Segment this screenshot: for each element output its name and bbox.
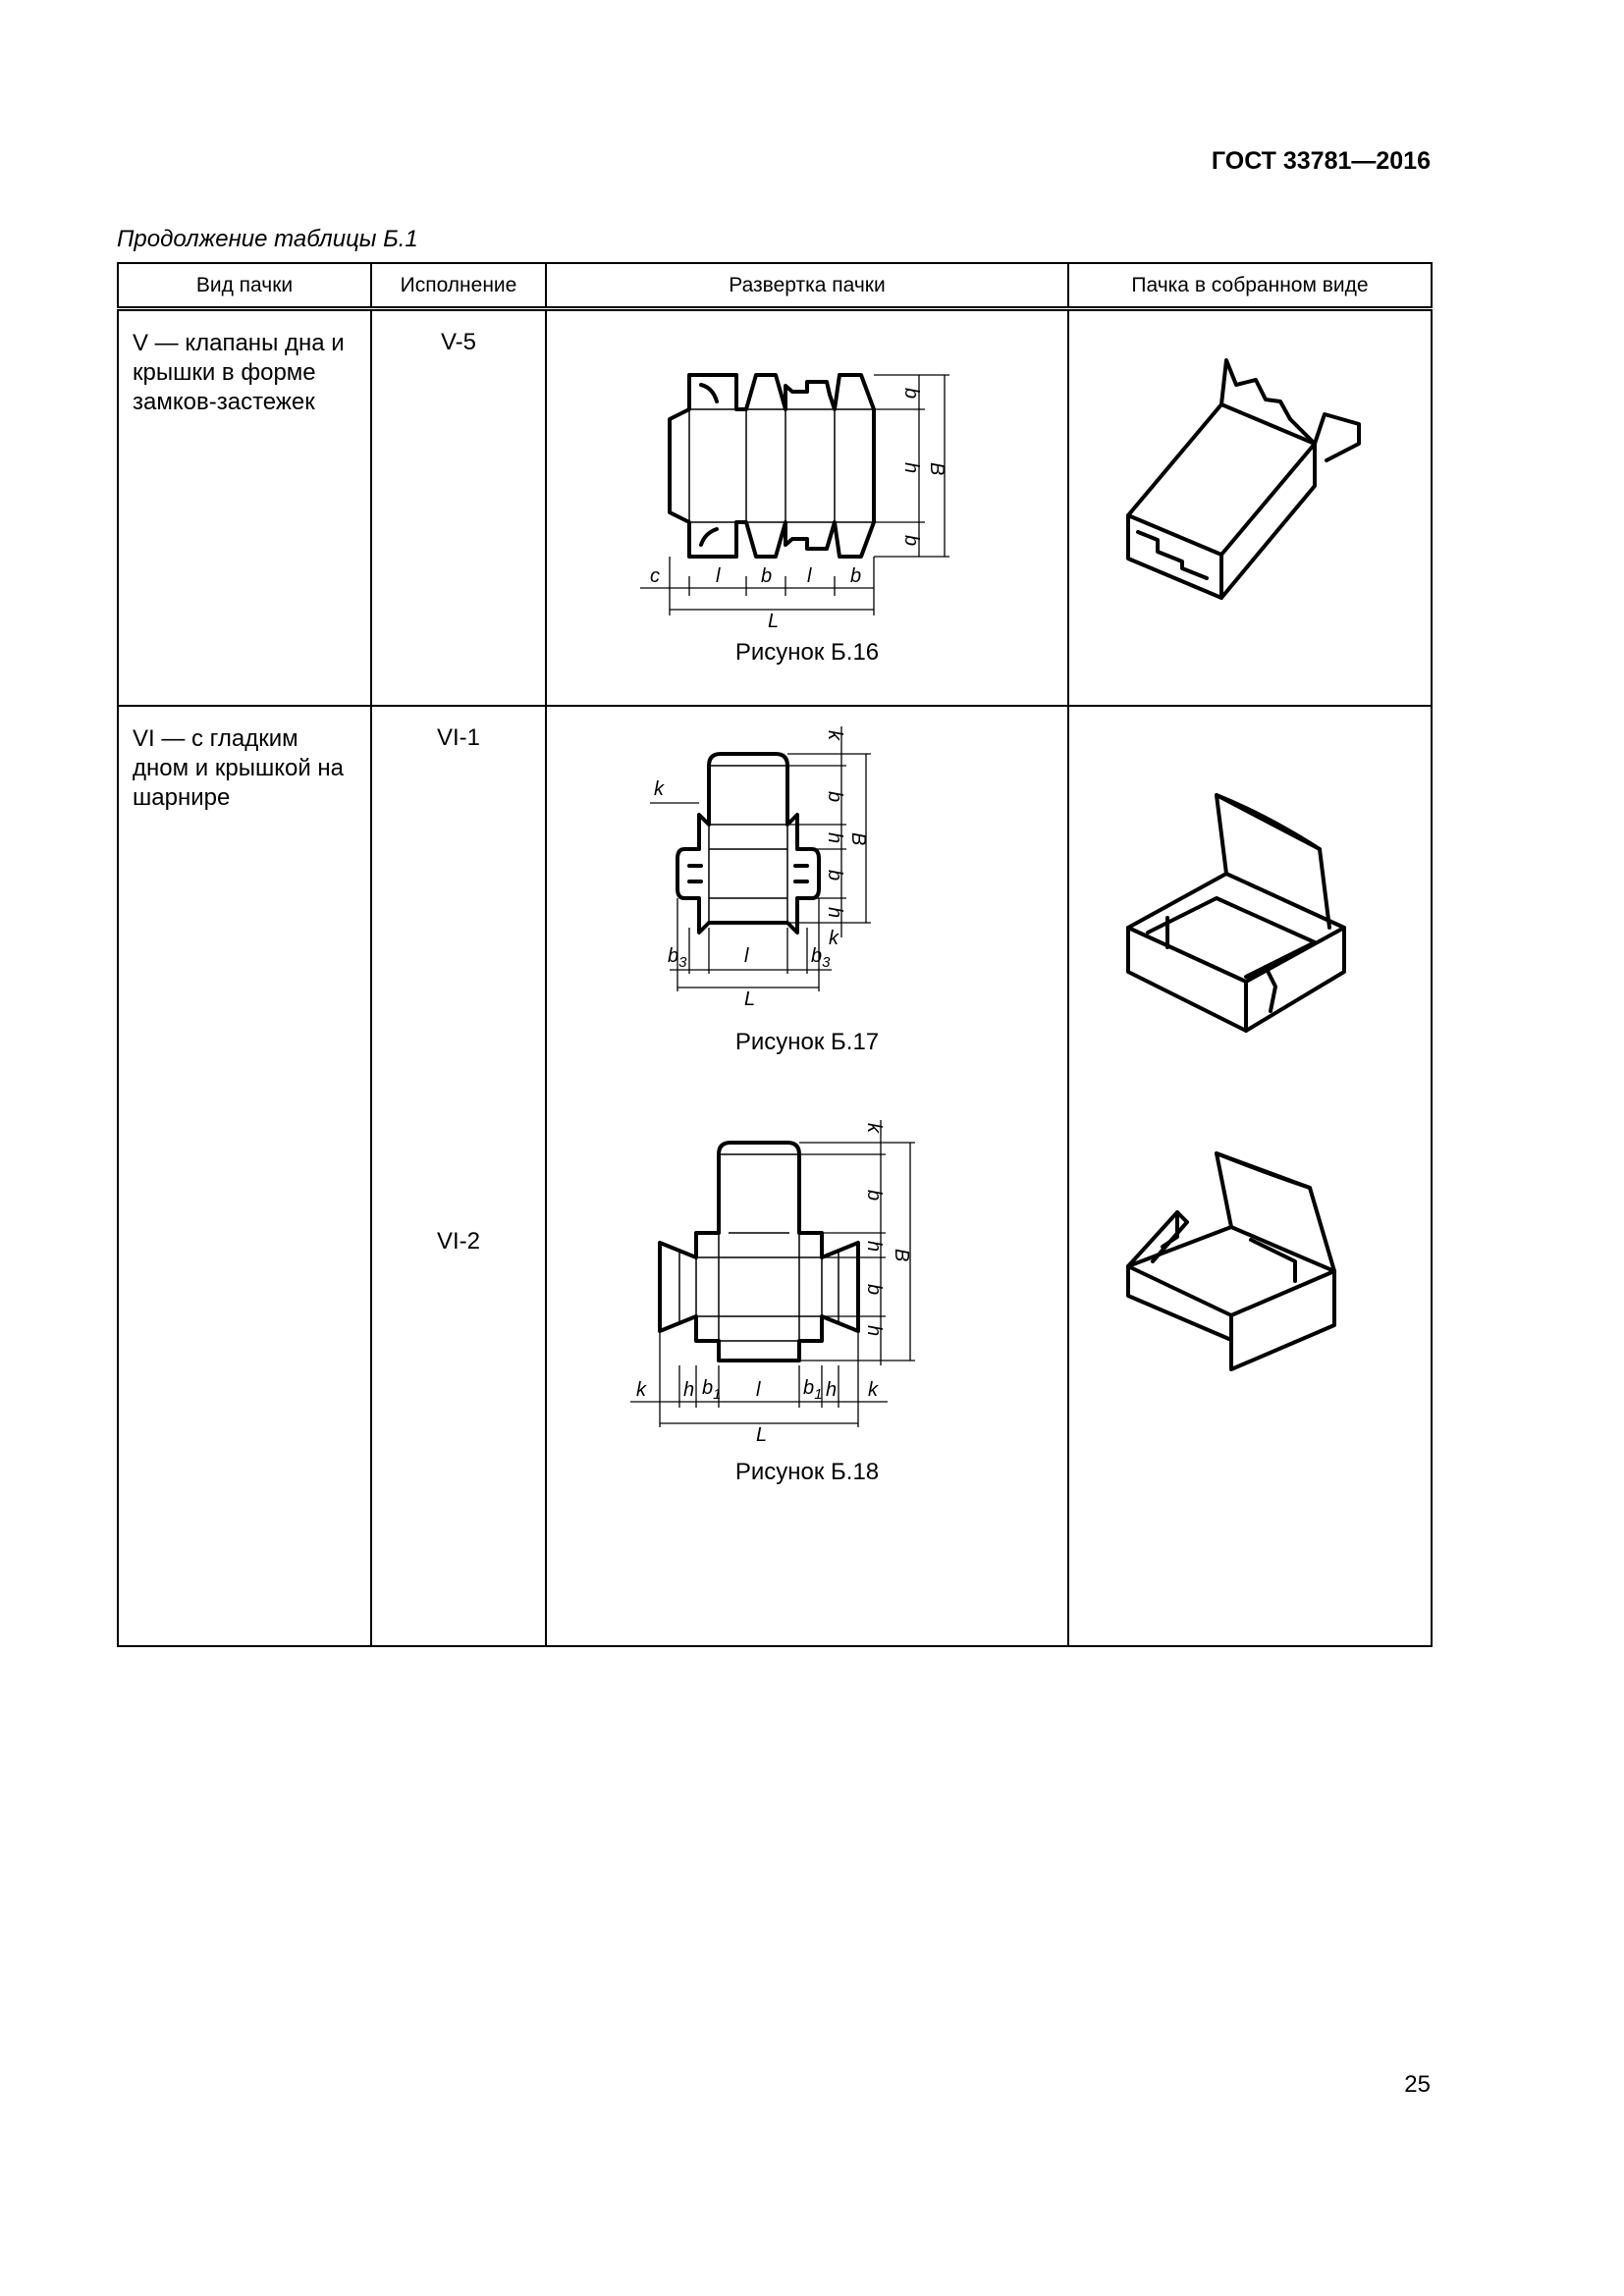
pack-type-cell: V — клапаны дна и крышки в форме замков-застежек [118,309,371,706]
pack-type-cell: VI — с гладким дном и крышкой на шарнире [118,706,371,1646]
dim-label-b1-sub: 1 [814,1385,823,1403]
dim-label-h: h [863,1240,885,1252]
figure-caption: Рисунок Б.18 [734,1458,880,1485]
document-header: ГОСТ 33781—2016 [1211,147,1431,175]
dim-label-l: l [716,565,721,587]
assembled-box-b16 [1069,331,1433,625]
dim-label-b: b [900,535,922,547]
dim-label-b: b [900,388,922,400]
column-header-assembled: Пачка в собранном виде [1068,263,1432,309]
dim-label-b1 [803,1377,822,1403]
dim-label-b: b [824,790,845,802]
dim-label-L: L [744,988,756,1010]
table-row [118,706,1432,1646]
dim-label-h: h [863,1324,885,1336]
dim-label-b1-sub: 1 [713,1385,722,1403]
dim-label-b3-sub: 3 [822,953,831,971]
figure-caption: Рисунок Б.16 [734,639,880,666]
assembled-box-b18 [1069,1124,1433,1379]
blank-diagram-b18 [601,1115,1013,1459]
blank-diagram-b17 [611,717,1003,1129]
dim-label-c: c [650,565,660,587]
dim-label-b3-main: b [811,944,823,967]
figure-b16 [547,331,1067,667]
dim-label-b3-sub: 3 [678,953,687,971]
column-header-layout: Развертка пачки [546,263,1068,309]
dim-label-b: b [863,1283,885,1295]
dim-label-h: h [824,906,845,918]
assembled-cell [1068,706,1432,1646]
dim-label-k: k [868,1378,878,1401]
packaging-table [117,262,1433,1647]
figure-b18 [547,1115,1067,1486]
layout-cell [546,706,1068,1646]
dim-label-b1-main: b [803,1376,815,1399]
dim-label-B: B [926,462,947,476]
dim-label-k: k [636,1378,646,1401]
variant-code: V-5 [440,329,477,355]
dim-label-k: k [824,729,845,740]
table-row [118,309,1432,706]
dim-label-b: b [761,565,773,587]
dim-label-l: l [744,944,749,967]
variant-code: VI-1 [436,723,480,751]
dim-label-h: h [683,1378,695,1401]
figure-b17 [547,717,1067,1056]
table-header-row [118,263,1432,309]
dim-label-b3-main: b [668,944,679,967]
layout-cell [546,309,1068,706]
table-caption: Продолжение таблицы Б.1 [117,226,418,252]
dim-label-h: h [824,831,845,843]
dim-label-b: b [850,565,862,587]
dim-label-l: l [807,565,812,587]
assembled-box-b17 [1069,775,1433,1070]
dim-label-l: l [756,1378,761,1401]
blank-diagram-b16 [611,331,1003,635]
dim-label-h: h [826,1378,838,1401]
dim-label-b: b [863,1189,885,1201]
variant-cell [371,309,546,706]
assembled-cell [1068,309,1432,706]
page-number: 25 [1404,2071,1431,2098]
figure-caption: Рисунок Б.17 [734,1028,880,1055]
dim-label-k: k [654,777,664,800]
dim-label-L: L [768,611,780,632]
dim-label-L: L [756,1423,768,1446]
column-header-type: Вид пачки [118,263,371,309]
dim-label-b: b [824,869,845,881]
column-header-variant: Исполнение [371,263,546,309]
variant-cell [371,706,546,1646]
dim-label-k: k [863,1122,885,1133]
variant-code: VI-2 [436,1227,480,1255]
dim-label-b1-main: b [702,1376,714,1399]
dim-label-B: B [891,1248,912,1261]
dim-label-k: k [829,927,839,949]
dim-label-h: h [900,462,922,474]
dim-label-B: B [847,831,869,845]
